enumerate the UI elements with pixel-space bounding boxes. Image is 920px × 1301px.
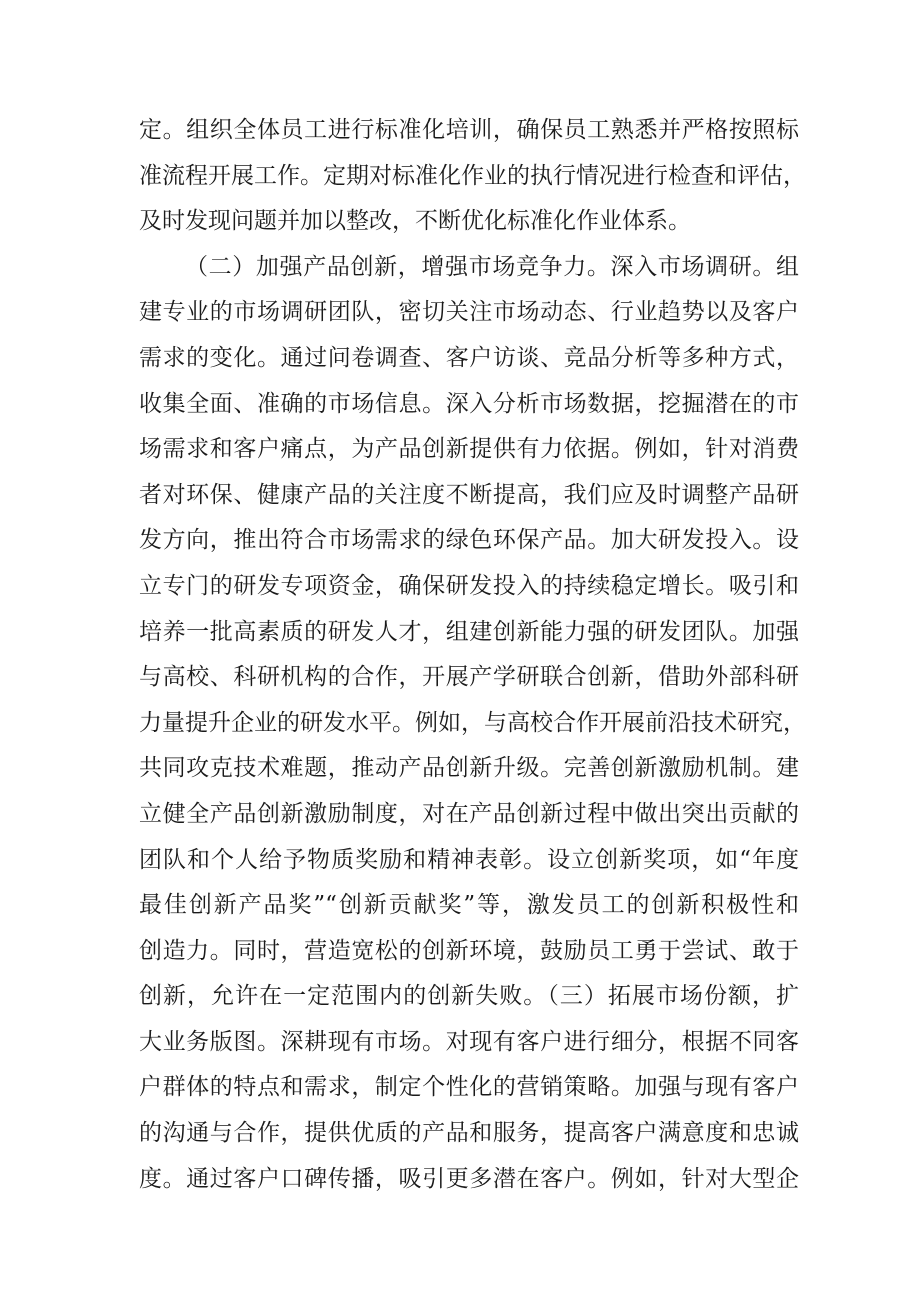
text-line: 培养一批高素质的研发人才，组建创新能力强的研发团队。加强 — [139, 618, 799, 645]
text-line: 发方向，推出符合市场需求的绿色环保产品。加大研发投入。设 — [139, 527, 799, 554]
text-line: 度。通过客户口碑传播，吸引更多潜在客户。例如，针对大型企 — [139, 1165, 799, 1192]
text-line: 定。组织全体员工进行标准化培训，确保员工熟悉并严格按照标 — [139, 117, 799, 143]
text-line: 立健全产品创新激励制度，对在产品创新过程中做出突出贡献的 — [139, 800, 799, 827]
text-line: 的沟通与合作，提供优质的产品和服务，提高客户满意度和忠诚 — [139, 1120, 799, 1147]
text-line: 与高校、科研机构的合作，开展产学研联合创新，借助外部科研 — [139, 664, 799, 691]
text-line: 力量提升企业的研发水平。例如，与高校合作开展前沿技术研究， — [139, 709, 806, 736]
body-text — [139, 108, 806, 1202]
text-line: 者对环保、健康产品的关注度不断提高，我们应及时调整产品研 — [139, 481, 799, 508]
text-line: 创造力。同时，营造宽松的创新环境，鼓励员工勇于尝试、敢于 — [139, 937, 799, 964]
text-line: 建专业的市场调研团队，密切关注市场动态、行业趋势以及客户 — [139, 299, 799, 326]
text-line: 共同攻克技术难题，推动产品创新升级。完善创新激励机制。建 — [139, 755, 799, 782]
text-line: 创新，允许在一定范围内的创新失败。（三）拓展市场份额，扩 — [139, 983, 799, 1010]
text-line: 准流程开展工作。定期对标准化作业的执行情况进行检查和评估， — [139, 162, 806, 189]
text-line: 团队和个人给予物质奖励和精神表彰。设立创新奖项，如“年度 — [139, 846, 799, 873]
text-line: 场需求和客户痛点，为产品创新提供有力依据。例如，针对消费 — [139, 436, 799, 463]
text-line: 立专门的研发专项资金，确保研发投入的持续稳定增长。吸引和 — [139, 572, 799, 599]
text-line: 及时发现问题并加以整改，不断优化标准化作业体系。 — [139, 208, 691, 235]
text-line: 户群体的特点和需求，制定个性化的营销策略。加强与现有客户 — [139, 1074, 799, 1101]
text-line: 需求的变化。通过问卷调查、客户访谈、竞品分析等多种方式， — [139, 344, 799, 371]
text-line: 收集全面、准确的市场信息。深入分析市场数据，挖掘潜在的市 — [139, 390, 799, 417]
section-heading-line: （二）加强产品创新，增强市场竞争力。深入市场调研。组 — [185, 253, 799, 280]
text-line: 最佳创新产品奖”“创新贡献奖”等，激发员工的创新积极性和 — [139, 892, 799, 919]
text-line: 大业务版图。深耕现有市场。对现有客户进行细分，根据不同客 — [139, 1028, 799, 1055]
